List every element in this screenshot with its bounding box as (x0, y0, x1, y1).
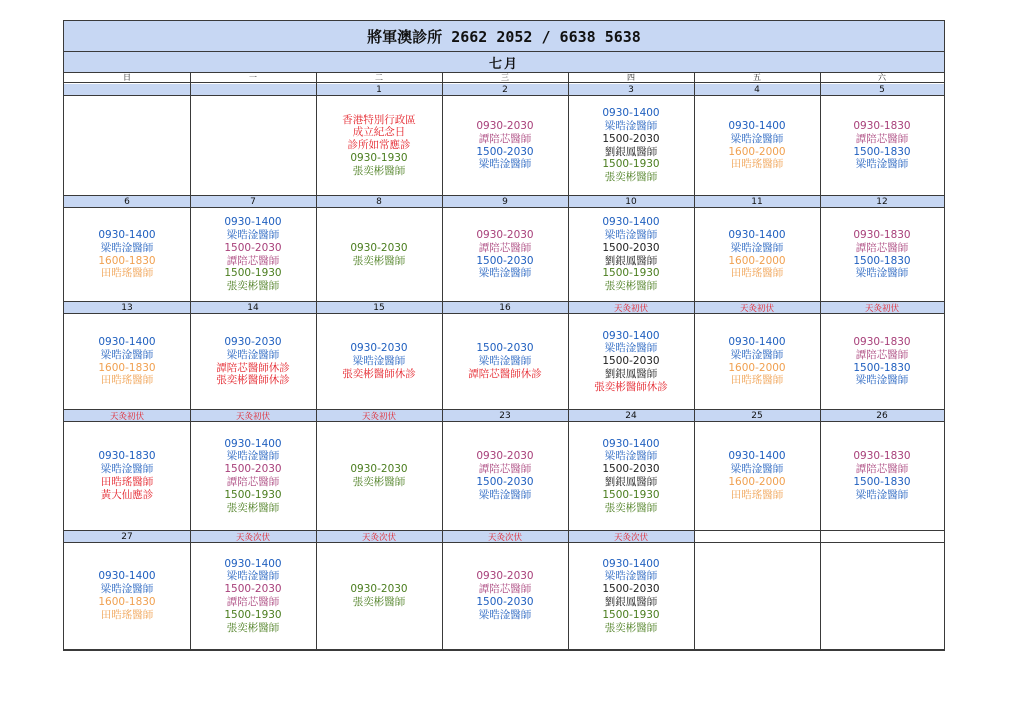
schedule-text: 梁晧淦醫師 (855, 158, 909, 171)
day-cell (694, 422, 820, 531)
schedule-time: 1500-1930 (602, 267, 660, 280)
schedule-text: 梁晧淦醫師 (478, 608, 532, 621)
month-title: 七月 (64, 52, 944, 73)
schedule-text: 香港特別行政區 (342, 113, 416, 126)
schedule-time: 1500-2030 (224, 583, 282, 596)
schedule-time: 1500-2030 (224, 463, 282, 476)
day-number: 4 (694, 84, 820, 96)
column-divider (316, 73, 317, 650)
schedule-text: 劉銀鳳醫師 (604, 476, 658, 488)
schedule-time: 1600-1830 (98, 254, 156, 267)
day-number: 2 (442, 84, 568, 96)
page-title: 將軍澳診所 2662 2052 / 6638 5638 (64, 21, 944, 52)
schedule-text: 田晧瑤醫師 (100, 476, 154, 488)
day-number: 24 (568, 410, 694, 422)
day-cell (694, 543, 820, 650)
day-cell (694, 96, 820, 196)
day-cell (442, 314, 568, 410)
schedule-text: 梁晧淦醫師 (226, 348, 280, 361)
day-number (694, 531, 820, 543)
schedule-time: 0930-1930 (350, 151, 408, 164)
schedule-text: 張奕彬醫師 (604, 501, 658, 514)
schedule-text: 劉銀鳳醫師 (604, 367, 658, 380)
schedule-text: 梁晧淦醫師 (100, 583, 154, 596)
weekday-mon: 一 (190, 73, 316, 83)
schedule-text: 田晧瑤醫師 (100, 608, 154, 621)
schedule-text: 張奕彬醫師 (226, 280, 280, 293)
day-cell (64, 208, 190, 302)
day-cell (694, 314, 820, 410)
schedule-text: 梁晧淦醫師 (478, 488, 532, 501)
schedule-time: 1600-2000 (728, 145, 786, 158)
holiday-label: 天灸次伏 (442, 531, 568, 543)
schedule-time: 1600-2000 (728, 254, 786, 267)
day-number: 8 (316, 196, 442, 208)
weekday-sat: 六 (820, 73, 944, 83)
schedule-time: 1500-2030 (602, 241, 660, 254)
day-cell (190, 543, 316, 650)
schedule-text: 張奕彬醫師 (352, 596, 406, 608)
schedule-time: 1600-2000 (728, 361, 786, 374)
day-number: 14 (190, 302, 316, 314)
schedule-text: 張奕彬醫師 (226, 621, 280, 634)
schedule-time: 0930-2030 (224, 335, 282, 348)
schedule-text: 譚陪芯醫師 (855, 348, 909, 361)
schedule-time: 1500-1930 (602, 608, 660, 621)
schedule-time: 0930-1400 (602, 437, 660, 450)
day-cell (64, 96, 190, 196)
schedule-time: 0930-2030 (476, 228, 534, 241)
schedule-text: 張奕彬醫師 (226, 501, 280, 514)
schedule-time: 1500-2030 (602, 583, 660, 596)
holiday-label: 天灸初伏 (190, 410, 316, 422)
schedule-time: 0930-2030 (476, 450, 534, 463)
day-number: 23 (442, 410, 568, 422)
schedule-time: 0930-1400 (224, 557, 282, 570)
schedule-text: 成立紀念日 (352, 126, 406, 139)
schedule-text: 張奕彬醫師 (604, 171, 658, 184)
schedule-text: 梁晧淦醫師 (730, 132, 784, 145)
schedule-time: 1500-2030 (476, 145, 534, 158)
schedule-text: 田晧瑤醫師 (730, 267, 784, 280)
day-cell (316, 422, 442, 531)
schedule-time: 1500-1830 (853, 361, 911, 374)
day-number: 11 (694, 196, 820, 208)
day-cell (694, 208, 820, 302)
clinic-calendar (63, 20, 945, 651)
day-cell (316, 96, 442, 196)
schedule-time: 0930-1400 (98, 335, 156, 348)
day-cell (316, 543, 442, 650)
holiday-label: 天灸次伏 (316, 531, 442, 543)
schedule-time: 0930-1830 (853, 450, 911, 463)
weekday-wed: 三 (442, 73, 568, 83)
schedule-text: 張奕彬醫師 (604, 621, 658, 634)
schedule-time: 0930-1400 (224, 216, 282, 229)
schedule-time: 0930-1400 (98, 570, 156, 583)
day-cell (442, 543, 568, 650)
day-cell (190, 208, 316, 302)
day-number: 13 (64, 302, 190, 314)
schedule-time: 0930-2030 (350, 463, 408, 476)
day-number: 25 (694, 410, 820, 422)
schedule-text: 譚陪芯醫師 (226, 596, 280, 608)
day-cell (820, 422, 944, 531)
schedule-time: 1500-2030 (476, 596, 534, 608)
schedule-time: 0930-1830 (853, 335, 911, 348)
schedule-time: 0930-2030 (350, 241, 408, 254)
schedule-text: 梁晧淦醫師 (478, 267, 532, 280)
column-divider (190, 73, 191, 650)
day-cell (190, 314, 316, 410)
day-cell (442, 422, 568, 531)
day-number (190, 84, 316, 96)
holiday-label: 天灸初伏 (64, 410, 190, 422)
schedule-text: 張奕彬醫師 (352, 164, 406, 177)
schedule-time: 1500-2030 (602, 355, 660, 368)
day-cell (442, 96, 568, 196)
schedule-text: 劉銀鳳醫師 (604, 254, 658, 267)
holiday-label: 天灸次伏 (190, 531, 316, 543)
day-cell (64, 422, 190, 531)
day-number: 15 (316, 302, 442, 314)
schedule-time: 1500-1930 (224, 267, 282, 280)
day-number: 26 (820, 410, 944, 422)
schedule-time: 0930-1400 (602, 216, 660, 229)
schedule-text: 譚陪芯醫師 (478, 132, 532, 145)
schedule-time: 0930-2030 (476, 119, 534, 132)
schedule-text: 梁晧淦醫師 (478, 158, 532, 171)
day-cell (442, 208, 568, 302)
schedule-time: 0930-1830 (853, 228, 911, 241)
schedule-text: 梁晧淦醫師 (604, 228, 658, 241)
schedule-text: 梁晧淦醫師 (352, 355, 406, 368)
schedule-time: 0930-1400 (98, 228, 156, 241)
schedule-time: 0930-1400 (728, 450, 786, 463)
schedule-time: 0930-2030 (350, 583, 408, 596)
day-cell (568, 422, 694, 531)
schedule-text: 田晧瑤醫師 (730, 158, 784, 171)
weekday-thu: 四 (568, 73, 694, 83)
schedule-text: 譚陪芯醫師 (855, 132, 909, 145)
schedule-text: 梁晧淦醫師 (478, 355, 532, 368)
schedule-time: 1600-1830 (98, 596, 156, 608)
schedule-text: 梁晧淦醫師 (730, 463, 784, 476)
schedule-time: 0930-1830 (853, 119, 911, 132)
schedule-text: 譚陪芯醫師 (855, 463, 909, 476)
day-number: 12 (820, 196, 944, 208)
schedule-time: 0930-1830 (98, 450, 156, 463)
schedule-time: 1600-1830 (98, 361, 156, 374)
schedule-text: 梁晧淦醫師 (100, 463, 154, 476)
schedule-text: 田晧瑤醫師 (100, 374, 154, 387)
day-cell (820, 208, 944, 302)
holiday-label: 天灸初伏 (820, 302, 944, 314)
holiday-label: 天灸初伏 (568, 302, 694, 314)
day-number: 3 (568, 84, 694, 96)
day-number: 6 (64, 196, 190, 208)
day-cell (190, 422, 316, 531)
schedule-time: 0930-2030 (476, 570, 534, 583)
day-number: 9 (442, 196, 568, 208)
schedule-text: 張奕彬醫師休診 (594, 380, 668, 393)
day-cell (820, 314, 944, 410)
schedule-text: 張奕彬醫師休診 (216, 374, 290, 387)
schedule-time: 1500-2030 (602, 463, 660, 476)
schedule-text: 劉銀鳳醫師 (604, 596, 658, 608)
column-divider (820, 73, 821, 650)
day-cell (568, 208, 694, 302)
column-divider (568, 73, 569, 650)
schedule-time: 1500-1830 (853, 254, 911, 267)
day-number: 10 (568, 196, 694, 208)
day-cell (316, 208, 442, 302)
day-number (64, 84, 190, 96)
schedule-text: 田晧瑤醫師 (730, 374, 784, 387)
day-cell (568, 543, 694, 650)
schedule-time: 1500-1930 (602, 158, 660, 171)
schedule-time: 1500-1930 (224, 608, 282, 621)
holiday-label: 天灸次伏 (568, 531, 694, 543)
schedule-time: 0930-1400 (728, 335, 786, 348)
schedule-text: 梁晧淦醫師 (226, 450, 280, 463)
schedule-text: 梁晧淦醫師 (730, 241, 784, 254)
schedule-text: 張奕彬醫師休診 (342, 367, 416, 380)
schedule-time: 0930-1400 (602, 107, 660, 120)
schedule-text: 梁晧淦醫師 (226, 570, 280, 583)
schedule-text: 梁晧淦醫師 (604, 119, 658, 132)
schedule-time: 1500-1930 (602, 488, 660, 501)
schedule-text: 梁晧淦醫師 (100, 348, 154, 361)
day-number: 27 (64, 531, 190, 543)
day-number: 1 (316, 84, 442, 96)
schedule-time: 1500-2030 (476, 342, 534, 355)
day-cell (64, 314, 190, 410)
schedule-text: 張奕彬醫師 (604, 280, 658, 293)
schedule-text: 梁晧淦醫師 (604, 342, 658, 355)
schedule-time: 1600-2000 (728, 476, 786, 488)
schedule-text: 田晧瑤醫師 (100, 267, 154, 280)
day-cell (64, 543, 190, 650)
weekday-sun: 日 (64, 73, 190, 83)
schedule-text: 梁晧淦醫師 (855, 267, 909, 280)
schedule-text: 張奕彬醫師 (352, 476, 406, 488)
schedule-time: 1500-1930 (224, 488, 282, 501)
schedule-text: 梁晧淦醫師 (604, 450, 658, 463)
schedule-time: 1500-2030 (476, 476, 534, 488)
schedule-time: 1500-1830 (853, 145, 911, 158)
day-number: 7 (190, 196, 316, 208)
day-cell (190, 96, 316, 196)
schedule-text: 梁晧淦醫師 (100, 241, 154, 254)
schedule-text: 梁晧淦醫師 (604, 570, 658, 583)
day-cell (820, 543, 944, 650)
schedule-time: 0930-1400 (602, 329, 660, 342)
schedule-text: 譚陪芯醫師 (855, 241, 909, 254)
schedule-text: 劉銀鳳醫師 (604, 145, 658, 158)
schedule-time: 1500-2030 (476, 254, 534, 267)
weekday-tue: 二 (316, 73, 442, 83)
schedule-text: 診所如常應診 (347, 139, 411, 152)
schedule-text: 梁晧淦醫師 (855, 488, 909, 501)
schedule-time: 0930-1400 (224, 437, 282, 450)
schedule-time: 0930-1400 (728, 119, 786, 132)
holiday-label: 天灸初伏 (316, 410, 442, 422)
schedule-time: 0930-2030 (350, 342, 408, 355)
day-cell (568, 96, 694, 196)
schedule-text: 譚陪芯醫師 (226, 254, 280, 267)
schedule-text: 譚陪芯醫師 (478, 463, 532, 476)
day-number: 5 (820, 84, 944, 96)
schedule-text: 田晧瑤醫師 (730, 488, 784, 501)
schedule-time: 1500-2030 (602, 132, 660, 145)
day-cell (568, 314, 694, 410)
schedule-text: 譚陪芯醫師 (226, 476, 280, 488)
schedule-text: 梁晧淦醫師 (855, 374, 909, 387)
column-divider (694, 73, 695, 650)
weekday-fri: 五 (694, 73, 820, 83)
schedule-text: 黃大仙應診 (100, 488, 154, 501)
schedule-text: 譚陪芯醫師休診 (468, 367, 542, 380)
schedule-text: 張奕彬醫師 (352, 254, 406, 267)
day-cell (820, 96, 944, 196)
column-divider (442, 73, 443, 650)
day-cell (316, 314, 442, 410)
day-number (820, 531, 944, 543)
schedule-text: 譚陪芯醫師 (478, 241, 532, 254)
schedule-text: 譚陪芯醫師 (478, 583, 532, 596)
schedule-time: 0930-1400 (602, 557, 660, 570)
schedule-time: 0930-1400 (728, 228, 786, 241)
holiday-label: 天灸初伏 (694, 302, 820, 314)
schedule-text: 譚陪芯醫師休診 (216, 361, 290, 374)
schedule-text: 梁晧淦醫師 (730, 348, 784, 361)
schedule-time: 1500-1830 (853, 476, 911, 488)
schedule-time: 1500-2030 (224, 241, 282, 254)
day-number: 16 (442, 302, 568, 314)
schedule-text: 梁晧淦醫師 (226, 228, 280, 241)
